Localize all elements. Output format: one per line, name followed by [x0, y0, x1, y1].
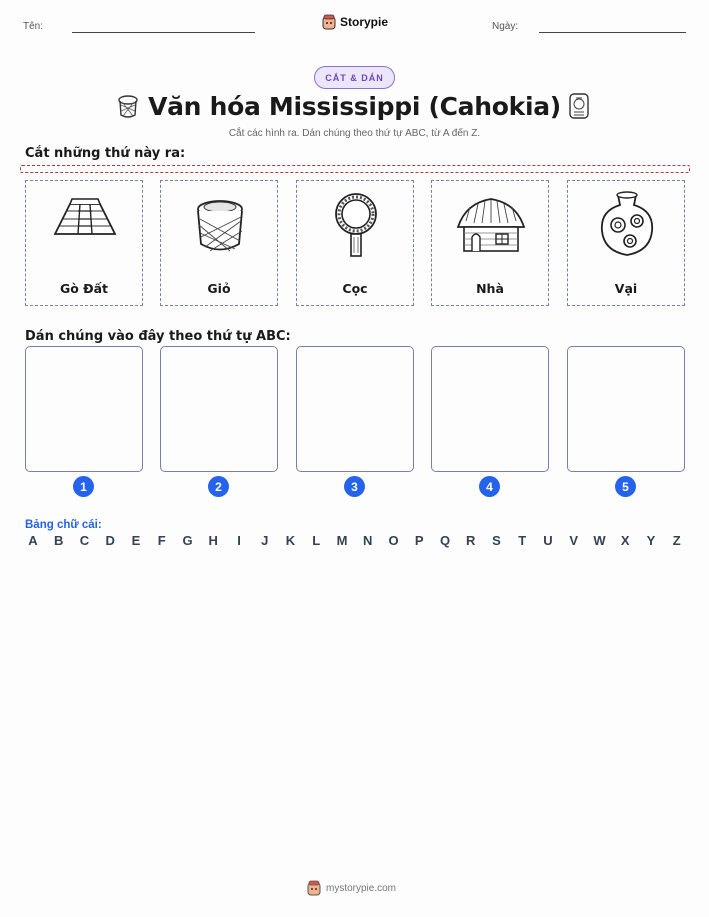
- alphabet-letter: I: [237, 533, 241, 548]
- alphabet-letter: Y: [646, 533, 656, 548]
- alphabet-letter: O: [388, 533, 399, 548]
- slot-number: 5: [615, 476, 636, 497]
- card-label-mound: Gò Đất: [59, 281, 109, 296]
- alphabet-title: Bảng chữ cái:: [25, 519, 102, 531]
- cut-card-basket[interactable]: [160, 180, 278, 306]
- footer: [307, 880, 396, 896]
- alphabet-letter: Q: [439, 533, 451, 548]
- alphabet-letter: E: [131, 533, 141, 548]
- alphabet-letter: U: [543, 533, 553, 548]
- instructions: Cắt các hình ra. Dán chúng theo thứ tự ABC, từ A đến Z.: [228, 128, 481, 139]
- carved-tablet-icon: [568, 92, 590, 120]
- date-label: Ngày:: [492, 21, 519, 32]
- paste-section-label: Dán chúng vào đây theo thứ tự ABC:: [25, 329, 291, 344]
- slot-number: 3: [344, 476, 365, 497]
- slot-number: 1: [73, 476, 94, 497]
- jar-icon: [592, 189, 662, 261]
- alphabet-letter: A: [28, 533, 38, 548]
- name-line[interactable]: [72, 32, 255, 33]
- alphabet-letter: D: [105, 533, 115, 548]
- card-label-post: Cọc: [342, 281, 368, 296]
- alphabet-letter: C: [79, 533, 90, 548]
- alphabet-letter: V: [569, 533, 579, 548]
- basket-icon: [185, 189, 255, 259]
- post-icon: [321, 189, 391, 265]
- storypie-mascot-icon: [322, 14, 336, 30]
- paste-slot[interactable]: [296, 346, 414, 472]
- activity-badge: CẮT & DÁN: [314, 66, 395, 89]
- mound-icon: [50, 189, 120, 249]
- alphabet-letter: J: [261, 533, 269, 548]
- alphabet-letter: P: [414, 533, 424, 548]
- paste-slot[interactable]: [567, 346, 685, 472]
- alphabet-letter: G: [182, 533, 193, 548]
- paste-slot[interactable]: [431, 346, 549, 472]
- alphabet-letter: R: [466, 533, 476, 548]
- page-title: Văn hóa Mississippi (Cahokia): [148, 92, 561, 121]
- alphabet-letter: B: [54, 533, 64, 548]
- paste-slot[interactable]: [160, 346, 278, 472]
- cut-dashed-line: [20, 165, 690, 173]
- slot-number: 4: [479, 476, 500, 497]
- cut-card-hut[interactable]: [431, 180, 549, 306]
- cut-section-label: Cắt những thứ này ra:: [25, 146, 186, 161]
- card-label-basket: Giỏ: [207, 281, 231, 296]
- alphabet-letter: S: [492, 533, 501, 548]
- alphabet-letter: L: [312, 533, 321, 548]
- alphabet-letter: H: [208, 533, 218, 548]
- paste-slot[interactable]: [25, 346, 143, 472]
- alphabet-letter: K: [285, 533, 296, 548]
- storypie-mascot-icon: [307, 880, 321, 896]
- brand-logo: [322, 14, 388, 30]
- alphabet-letter: W: [593, 533, 606, 548]
- name-label: Tên:: [23, 21, 44, 32]
- alphabet-letter: F: [157, 533, 166, 548]
- footer-url[interactable]: mystorypie.com: [326, 882, 397, 894]
- slot-number: 2: [208, 476, 229, 497]
- alphabet-row: [25, 533, 685, 548]
- hut-icon: [456, 189, 526, 259]
- card-label-hut: Nhà: [476, 281, 504, 296]
- cut-card-post[interactable]: [296, 180, 414, 306]
- alphabet-letter: T: [518, 533, 527, 548]
- brand-name: Storypie: [340, 15, 389, 29]
- cut-card-jar[interactable]: [567, 180, 685, 306]
- date-line[interactable]: [539, 32, 686, 33]
- alphabet-letter: N: [363, 533, 373, 548]
- alphabet-letter: X: [620, 533, 630, 548]
- alphabet-letter: M: [336, 533, 348, 548]
- alphabet-letter: Z: [672, 533, 681, 548]
- card-label-jar: Vại: [614, 281, 638, 296]
- cut-card-mound[interactable]: [25, 180, 143, 306]
